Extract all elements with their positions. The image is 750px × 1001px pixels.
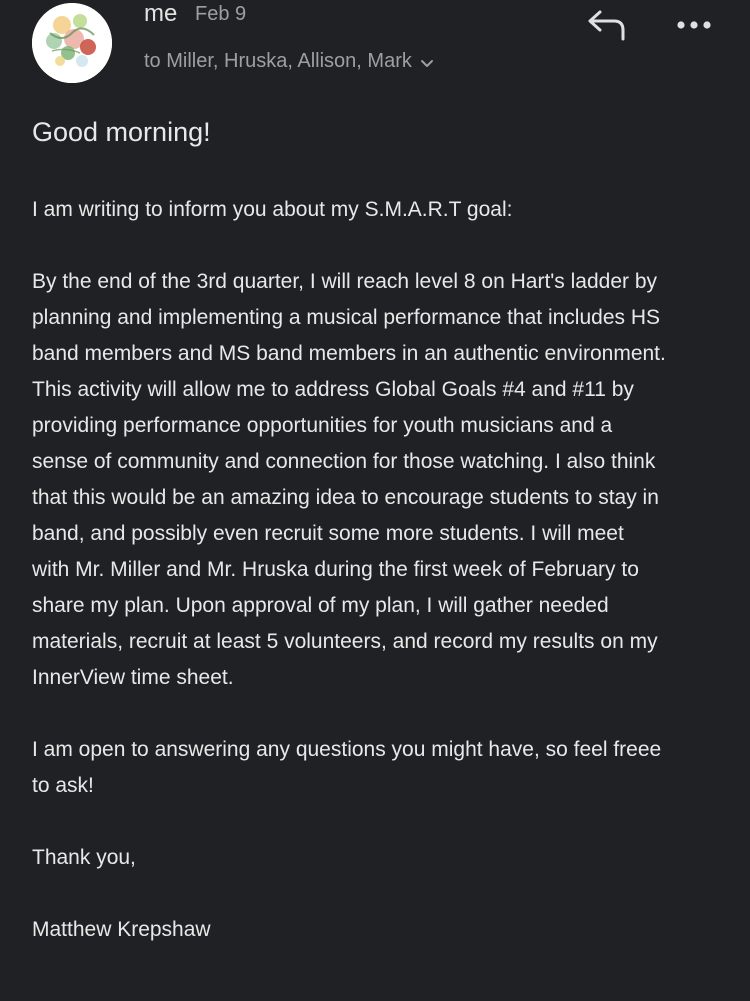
- goal-line: InnerView time sheet.: [32, 666, 234, 689]
- email-date: Feb 9: [195, 3, 247, 25]
- goal-line: band, and possibly even recruit some more students. I will meet: [32, 522, 624, 545]
- questions-line: to ask!: [32, 774, 94, 797]
- recipients-toggle[interactable]: [144, 47, 434, 75]
- goal-paragraph: [32, 264, 732, 696]
- goal-line: providing performance opportunities for youth musicians and a: [32, 414, 613, 437]
- goal-line: planning and implementing a musical performance that includes HS: [32, 306, 661, 329]
- intro-paragraph: I am writing to inform you about my S.M.A.R.T goal:: [32, 198, 513, 221]
- reply-arrow-icon: [586, 8, 628, 42]
- avatar[interactable]: [32, 3, 112, 83]
- greeting: Good morning!: [32, 117, 211, 147]
- sender-name: me: [144, 0, 178, 27]
- more-horizontal-icon: [675, 14, 713, 36]
- signature: Matthew Krepshaw: [32, 918, 211, 941]
- reply-button[interactable]: [586, 8, 628, 42]
- closing: Thank you,: [32, 846, 136, 869]
- chevron-down-icon: [420, 51, 434, 75]
- questions-line: I am open to answering any questions you might have, so feel freee: [32, 738, 662, 761]
- more-options-button[interactable]: [675, 14, 713, 36]
- questions-paragraph: [32, 732, 732, 804]
- goal-line: materials, recruit at least 5 volunteers, and record my results on my: [32, 630, 658, 653]
- goal-line: sense of community and connection for those watching. I also think: [32, 450, 656, 473]
- goal-line: This activity will allow me to address Global Goals #4 and #11 by: [32, 378, 634, 401]
- recipients-text: to Miller, Hruska, Allison, Mark: [144, 50, 412, 72]
- goal-line: share my plan. Upon approval of my plan, I will gather needed: [32, 594, 609, 617]
- floral-watercolor-avatar-icon: [32, 3, 112, 83]
- goal-line: band members and MS band members in an authentic environment.: [32, 342, 666, 365]
- goal-line: that this would be an amazing idea to encourage students to stay in: [32, 486, 659, 509]
- goal-line: By the end of the 3rd quarter, I will reach level 8 on Hart's ladder by: [32, 270, 658, 293]
- goal-line: with Mr. Miller and Mr. Hruska during the first week of February to: [32, 558, 639, 581]
- email-body: [32, 112, 732, 984]
